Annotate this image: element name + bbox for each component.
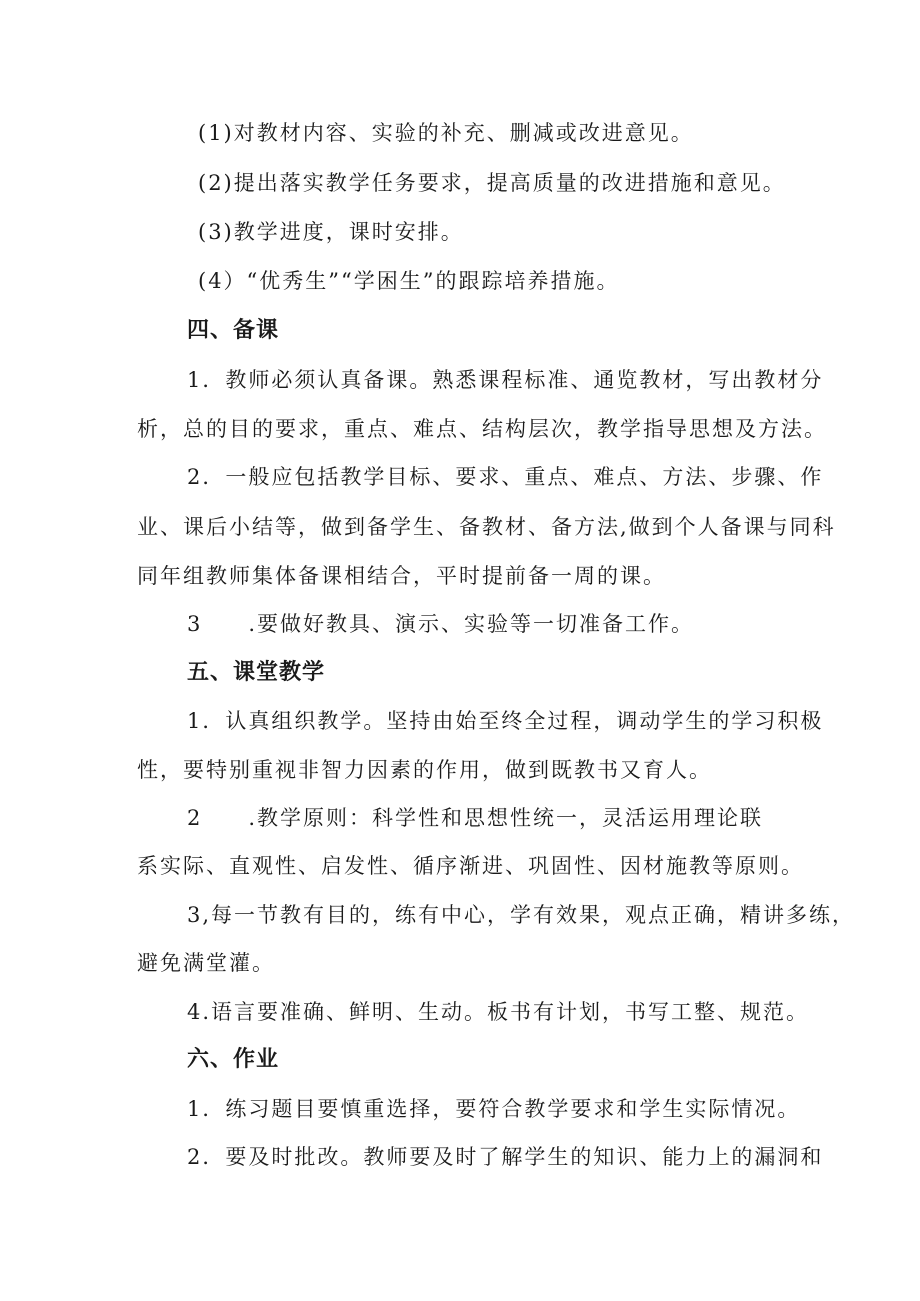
section-heading-homework: 六、作业: [187, 1047, 280, 1072]
paragraph-line: 1．认真组织教学。坚持由始至终全过程，调动学生的学习积极: [187, 709, 824, 733]
paragraph-line: 2．一般应包括教学目标、要求、重点、难点、方法、步骤、作: [187, 465, 824, 489]
paragraph-line: 3 .要做好教具、演示、实验等一切准备工作。: [187, 612, 695, 636]
paragraph-line: 4.语言要准确、鲜明、生动。板书有计划，书写工整、规范。: [187, 1000, 810, 1024]
paragraph-line: 同年组教师集体备课相结合，平时提前备一周的课。: [137, 564, 666, 588]
paragraph-line: 1．练习题目要慎重选择，要符合教学要求和学生实际情况。: [187, 1097, 801, 1121]
paragraph-line: 避免满堂灌。: [137, 951, 275, 975]
list-item-2: (2)提出落实教学任务要求，提高质量的改进措施和意见。: [198, 171, 786, 195]
paragraph-line: 1．教师必须认真备课。熟悉课程标准、通览教材，写出教材分: [187, 368, 824, 392]
paragraph-line: 析，总的目的要求，重点、难点、结构层次，教学指导思想及方法。: [137, 417, 827, 441]
paragraph-line: 业、课后小结等，做到备学生、备教材、备方法,做到个人备课与同科: [137, 515, 836, 539]
paragraph-line: 系实际、直观性、启发性、循序渐进、巩固性、因材施教等原则。: [137, 854, 804, 878]
paragraph-line: 3,每一节教有目的，练有中心，学有效果，观点正确，精讲多练，: [187, 903, 856, 927]
section-heading-classroom-teaching: 五、课堂教学: [187, 660, 326, 685]
list-item-1: (1)对教材内容、实验的补充、删减或改进意见。: [198, 121, 694, 145]
list-item-3: (3)教学进度，课时安排。: [198, 220, 464, 244]
paragraph-line: 2．要及时批改。教师要及时了解学生的知识、能力上的漏洞和: [187, 1145, 824, 1169]
list-item-4: (4）“优秀生”“学困生”的跟踪培养措施。: [198, 269, 620, 293]
paragraph-line: 2 .教学原则：科学性和思想性统一，灵活运用理论联: [187, 806, 764, 830]
section-heading-lesson-prep: 四、备课: [187, 318, 280, 343]
paragraph-line: 性，要特别重视非智力因素的作用，做到既教书又育人。: [137, 758, 712, 782]
